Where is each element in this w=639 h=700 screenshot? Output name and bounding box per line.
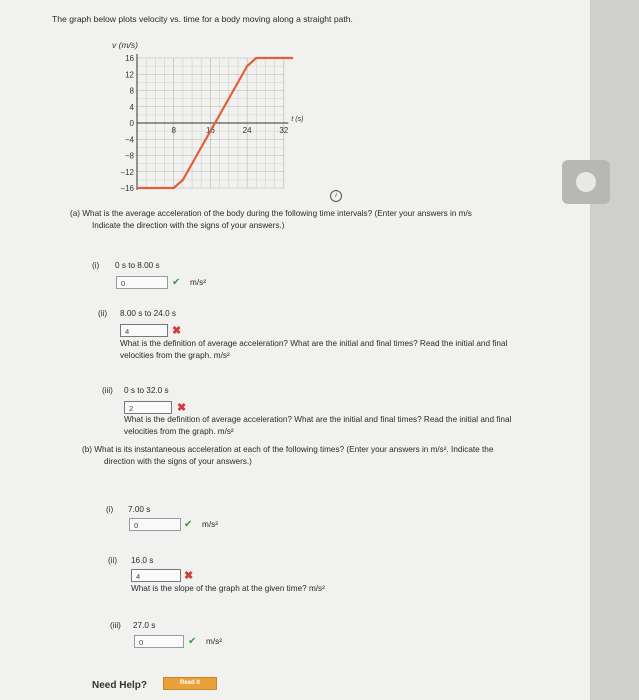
- part-b-i-number: (i): [106, 505, 114, 514]
- part-a-ii-answer-input[interactable]: 4: [120, 324, 168, 337]
- part-a-prompt-cont: Indicate the direction with the signs of your answers.): [92, 221, 285, 230]
- part-b-iii-time: 27.0 s: [133, 621, 156, 630]
- page-edge-shadow: [590, 0, 639, 700]
- part-a-ii-interval: 8.00 s to 24.0 s: [120, 309, 176, 318]
- y-tick-label: 4: [129, 102, 134, 112]
- part-a-i-interval: 0 s to 8.00 s: [115, 261, 160, 270]
- y-axis-label: v (m/s): [112, 40, 138, 50]
- part-b-ii-time: 16.0 s: [131, 556, 154, 565]
- part-a-iii-hint: What is the definition of average acceleration? What are the initial and final times? Read the initial and final: [124, 415, 512, 424]
- part-b-ii-number: (ii): [108, 556, 118, 565]
- y-tick-label: 12: [125, 70, 134, 80]
- part-b-iii-answer-input[interactable]: 0: [134, 635, 184, 648]
- part-b-ii-hint: What is the slope of the graph at the given time? m/s²: [131, 584, 325, 593]
- check-icon: ✔: [172, 277, 181, 288]
- y-tick-label: −4: [124, 135, 134, 145]
- x-tick-label: 8: [171, 126, 176, 135]
- part-a-iii-answer-input[interactable]: 2: [124, 401, 172, 414]
- part-a-i-number: (i): [92, 261, 100, 270]
- y-tick-label: 16: [125, 54, 134, 63]
- part-a-ii-hint-cont: velocities from the graph. m/s²: [120, 351, 230, 360]
- part-a-prompt: (a) What is the average acceleration of the body during the following time intervals? (Enter your answers in m/s: [70, 209, 472, 218]
- part-b-iii-unit: m/s²: [206, 637, 222, 646]
- part-a-iii-interval: 0 s to 32.0 s: [124, 386, 169, 395]
- cross-icon: ✖: [172, 325, 182, 337]
- y-tick-label: −12: [120, 167, 134, 177]
- part-b-prompt: (b) What is its instantaneous acceleration at each of the following times? (Enter your answers in m/s². Indicate the: [82, 445, 494, 454]
- problem-intro: The graph below plots velocity vs. time for a body moving along a straight path.: [52, 14, 353, 24]
- info-icon[interactable]: i: [330, 190, 342, 202]
- y-tick-label: 0: [129, 119, 134, 128]
- part-b-ii-answer-input[interactable]: 4: [131, 569, 181, 582]
- side-widget: [562, 160, 610, 204]
- check-icon: ✔: [184, 519, 193, 530]
- part-a-i-unit: m/s²: [190, 278, 206, 287]
- cross-icon: ✖: [184, 570, 194, 582]
- x-tick-label: 16: [205, 126, 215, 135]
- part-a-ii-number: (ii): [98, 309, 108, 318]
- x-axis-label: t (s): [291, 116, 304, 123]
- read-it-button[interactable]: Read It: [163, 677, 217, 690]
- part-a-ii-hint: What is the definition of average acceleration? What are the initial and final times? Read the initial and final: [120, 339, 508, 348]
- part-b-iii-number: (iii): [110, 621, 121, 630]
- need-help-label: Need Help?: [92, 680, 148, 691]
- y-tick-label: −8: [124, 151, 134, 161]
- y-tick-label: −16: [120, 184, 134, 193]
- check-icon: ✔: [188, 636, 197, 647]
- part-b-prompt-cont: direction with the signs of your answers.): [104, 457, 252, 466]
- part-b-i-time: 7.00 s: [128, 505, 151, 514]
- part-a-i-answer-input[interactable]: 0: [116, 276, 168, 289]
- velocity-time-graph: [100, 36, 320, 196]
- x-tick-label: 24: [242, 126, 252, 135]
- y-tick-label: 8: [129, 86, 134, 96]
- cross-icon: ✖: [177, 402, 187, 414]
- x-tick-label: 32: [279, 126, 289, 135]
- part-a-iii-hint-cont: velocities from the graph. m/s²: [124, 427, 234, 436]
- part-b-i-unit: m/s²: [202, 520, 218, 529]
- part-b-i-answer-input[interactable]: 0: [129, 518, 181, 531]
- part-a-iii-number: (iii): [102, 386, 113, 395]
